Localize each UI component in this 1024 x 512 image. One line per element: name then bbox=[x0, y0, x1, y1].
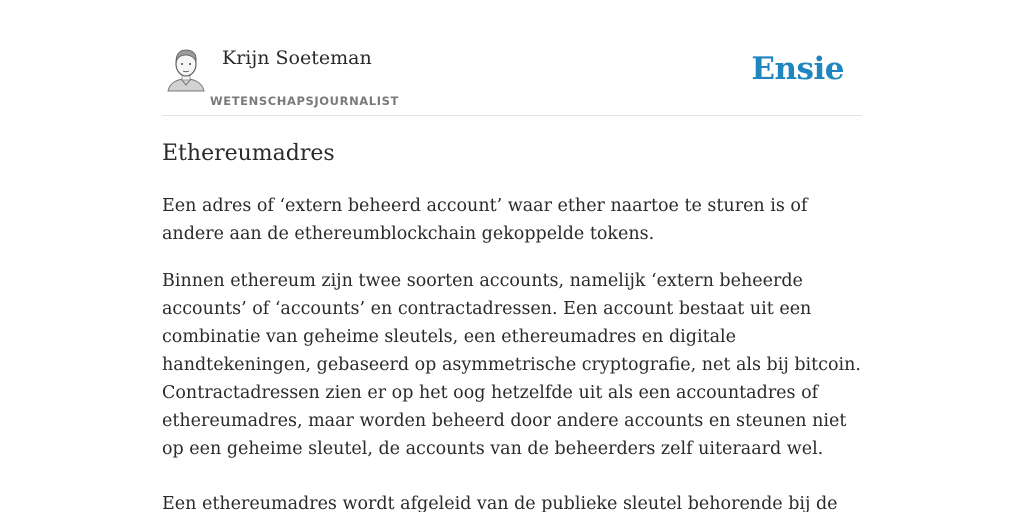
author-name[interactable]: Krijn Soeteman bbox=[222, 47, 372, 69]
content-container bbox=[162, 0, 862, 512]
entry-paragraph-2: Binnen ethereum zijn twee soorten accounts, namelijk ‘extern beheerde accounts’ of ‘accounts’ en contractadressen. Een account bestaat uit een combinatie van geheime sleutels, een ethereumadres en digitale handtekeningen, gebaseerd op asymmetrische cryptografie, net als bij bitcoin. Contractadressen zien er op het oog hetzelfde uit als een accountadres of ethereumadres, maar worden beheerd door andere accounts en steunen niet op een geheime sleutel, de accounts van de beheerders zelf uiteraard wel. bbox=[162, 271, 861, 459]
entry-paragraph-3: Een ethereumadres wordt afgeleid van de publieke sleutel behorende bij de bbox=[162, 494, 838, 512]
entry-paragraph-1: Een adres of ‘extern beheerd account’ waar ether naartoe te sturen is of andere aan de ethereumblockchain gekoppelde tokens. bbox=[162, 196, 808, 244]
entry-title: Ethereumadres bbox=[162, 141, 335, 166]
author-header bbox=[162, 0, 862, 116]
author-portrait-icon[interactable] bbox=[164, 46, 208, 92]
ensie-logo[interactable]: Ensie bbox=[751, 51, 844, 87]
author-role: WETENSCHAPSJOURNALIST bbox=[210, 94, 399, 108]
